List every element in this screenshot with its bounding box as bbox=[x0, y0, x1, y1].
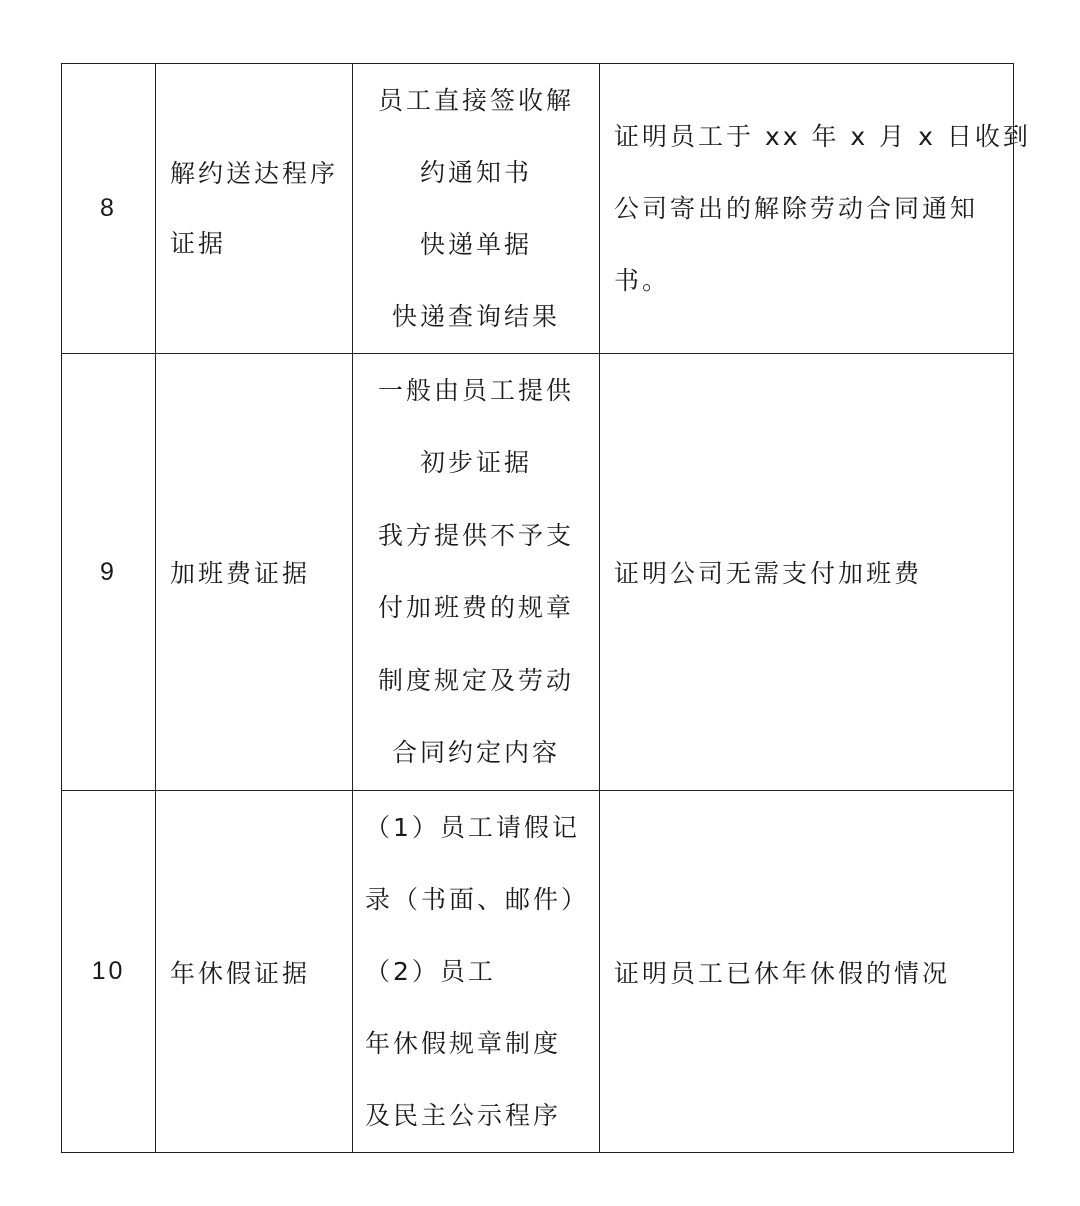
evidence-material-line: 及民主公示程序 bbox=[365, 1100, 562, 1130]
evidence-material-line: 录（书面、邮件） bbox=[365, 884, 590, 914]
evidence-material-line: 制度规定及劳动 bbox=[377, 665, 574, 695]
evidence-purpose-line: 公司寄出的解除劳动合同通知 bbox=[614, 193, 979, 223]
evidence-material bbox=[353, 64, 600, 354]
evidence-table bbox=[61, 63, 1031, 1153]
evidence-name bbox=[156, 64, 353, 354]
table-row bbox=[62, 354, 1014, 791]
evidence-purpose bbox=[600, 354, 1014, 791]
evidence-purpose-line: 证明公司无需支付加班费 bbox=[614, 559, 923, 588]
evidence-material-line: 快递单据 bbox=[419, 229, 532, 259]
evidence-name-line: 加班费证据 bbox=[170, 559, 311, 588]
evidence-material-line: 合同约定内容 bbox=[391, 738, 560, 767]
evidence-name bbox=[156, 791, 353, 1153]
evidence-material-line: （2）员工 bbox=[365, 956, 496, 986]
evidence-material-line: （1）员工请假记 bbox=[365, 812, 580, 842]
evidence-material-line: 付加班费的规章 bbox=[377, 593, 574, 622]
row-number: 8 bbox=[62, 64, 156, 354]
table-row bbox=[62, 791, 1014, 1153]
evidence-material-line: 约通知书 bbox=[419, 157, 532, 187]
evidence-material bbox=[353, 791, 600, 1153]
evidence-material-line: 我方提供不予支 bbox=[377, 520, 574, 550]
table-row bbox=[62, 64, 1014, 354]
evidence-purpose bbox=[600, 791, 1014, 1153]
row-number: 9 bbox=[62, 354, 156, 791]
evidence-purpose-line: 证明员工于 xx 年 x 月 x 日收到 bbox=[614, 121, 1031, 151]
evidence-name-line: 解约送达程序 bbox=[170, 158, 339, 188]
evidence-material-line: 员工直接签收解 bbox=[377, 85, 574, 115]
evidence-purpose-line: 证明员工已休年休假的情况 bbox=[614, 958, 951, 988]
evidence-material-line: 初步证据 bbox=[419, 448, 532, 477]
evidence-material-line: 年休假规章制度 bbox=[365, 1028, 562, 1058]
evidence-material-line: 快递查询结果 bbox=[391, 301, 560, 331]
evidence-material-line: 一般由员工提供 bbox=[377, 375, 574, 405]
evidence-name-line: 证据 bbox=[170, 228, 227, 258]
evidence-material bbox=[353, 354, 600, 791]
evidence-purpose-line: 书。 bbox=[614, 265, 671, 295]
evidence-name bbox=[156, 354, 353, 791]
evidence-name-line: 年休假证据 bbox=[170, 958, 311, 988]
row-number: 10 bbox=[62, 791, 156, 1153]
evidence-purpose bbox=[600, 64, 1031, 354]
